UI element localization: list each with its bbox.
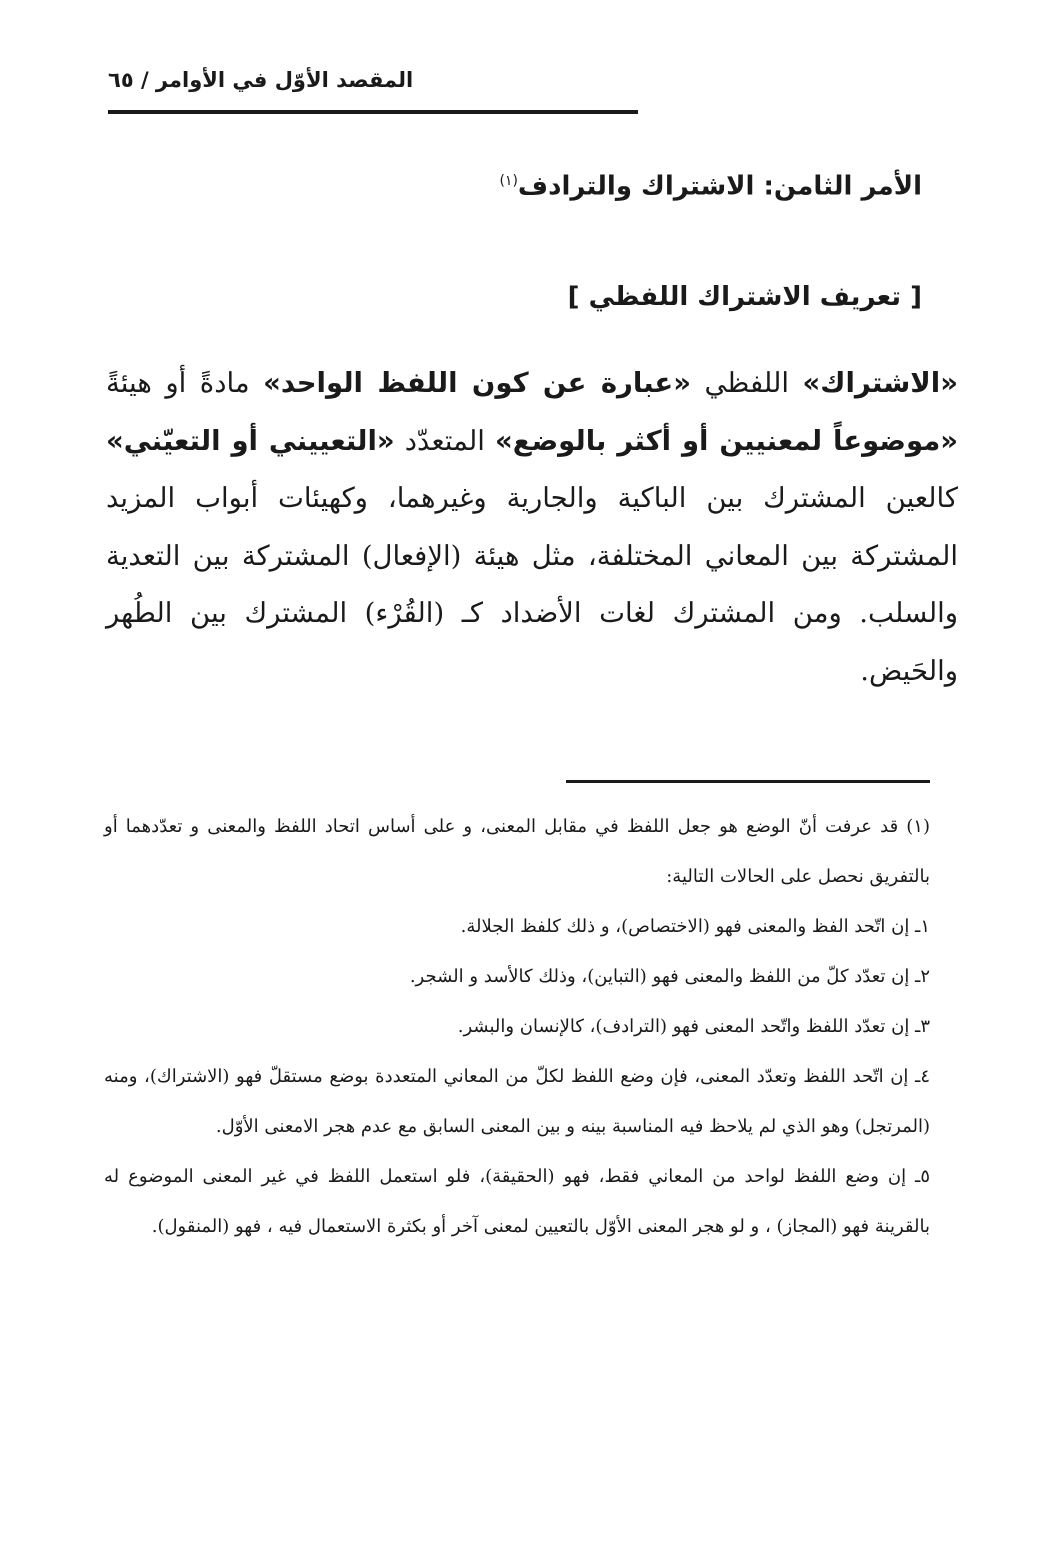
footnote-reference[interactable]: (١) [499,173,518,189]
body-term-ishtirak: «الاشتراك» [802,367,958,399]
footnote-item-3: ٣ـ إن تعدّد اللفظ واتّحد المعنى فهو (الترادف)، كالإنسان والبشر. [457,1016,930,1037]
running-header: المقصد الأوّل في الأوامر / ٦٥ [108,68,414,92]
footnote-item-5: ٥ـ إن وضع اللفظ لواحد من المعاني فقط، فهو (الحقيقة)، فلو استعمل اللفظ في غير المعنى الموضوع له بالقرينة فهو (المجاز) ، و لو هجر المعنى الأوّل بالتعيين لمعنى آخر أو بكثرة الاستعمال فيه ، فهو (المنقول). [104,1166,930,1237]
subsection-title: [ تعريف الاشتراك اللفظي ] [567,282,922,312]
footnote-item-1: ١ـ إن اتّحد الفظ والمعنى فهو (الاختصاص)، و ذلك كلفظ الجلالة. [460,916,930,937]
body-definition-part3: «التعييني أو التعيّني» [106,424,395,457]
body-definition-part1: «عبارة عن كون اللفظ الواحد» [263,367,691,399]
body-text-segment: مادةً أو هيئةً [106,367,264,399]
footnotes [104,802,930,1252]
body-text-segment: كالعين المشترك بين الباكية والجارية وغيرهما، وكهيئات أبواب المزيد المشتركة بين المعاني المختلفة، مثل هيئة (الإفعال) المشتركة بين التعدية والسلب. ومن المشترك لغات الأضداد كـ (القُرْء) المشترك بين الطُهر والحَيض. [106,482,958,687]
body-paragraph [106,355,958,700]
body-text-segment: اللفظي [690,367,803,399]
section-title [499,156,922,212]
footnote-item-4: ٤ـ إن اتّحد اللفظ وتعدّد المعنى، فإن وضع اللفظ لكلّ من المعاني المتعددة بوضع مستقلّ فهو (الاشتراك)، ومنه (المرتجل) وهو الذي لم يلاحظ فيه المناسبة بينه و بين المعنى السابق مع عدم هجر الامعنى الأوّل. [104,1066,930,1137]
footnote-separator [566,780,930,783]
footnote-item-2: ٢ـ إن تعدّد كلّ من اللفظ والمعنى فهو (التباين)، وذلك كالأسد و الشجر. [409,966,930,987]
header-rule [108,110,638,114]
body-definition-part2: «موضوعاً لمعنيين أو أكثر بالوضع» [495,424,958,457]
footnote-intro: (١) قد عرفت أنّ الوضع هو جعل اللفظ في مقابل المعنى، و على أساس اتحاد اللفظ والمعنى و تعدّدهما أو بالتفريق نحصل على الحالات التالية: [104,816,930,887]
section-title-text: الأمر الثامن: الاشتراك والترادف [517,171,922,202]
body-text-segment: المتعدّد [394,424,496,457]
